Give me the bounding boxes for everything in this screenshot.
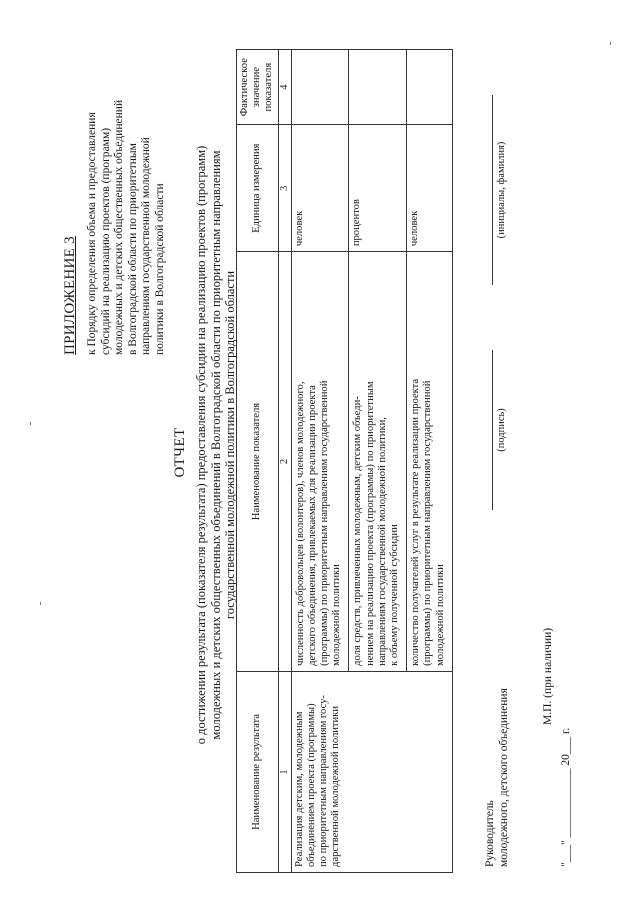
- column-number: 2: [278, 252, 291, 672]
- value-cell: [349, 50, 407, 125]
- result-line: объединением проекта (программы): [305, 703, 317, 867]
- header-actual-value: Фактическое значение показателя: [237, 50, 279, 125]
- appendix-note-line: субсидий на реализацию проектов (программ): [99, 127, 112, 355]
- indicator-line: нением на реализацию проекта (программы) по приоритетным: [364, 381, 376, 666]
- indicator-line: (программы) по приоритетным направлениям государственной: [422, 380, 434, 666]
- indicator-cell: [407, 252, 453, 672]
- value-cell: [291, 50, 349, 125]
- report-title: ОТЧЕТ: [172, 427, 188, 478]
- indicator-line: численность добровольцев (волонтеров), членов молодежного,: [294, 381, 306, 666]
- signature-head-line: Руководитель: [484, 800, 496, 867]
- header-unit: Единица измерения: [237, 125, 279, 252]
- indicator-line: к объему полученной субсидии: [389, 524, 401, 666]
- appendix-note-line: направлениям государственной молодежной: [140, 137, 152, 355]
- signature-line: [492, 350, 493, 510]
- unit-cell: человек: [291, 125, 349, 252]
- scan-speck: [30, 422, 31, 425]
- unit-cell: процентов: [349, 125, 407, 252]
- appendix-note-line: к Порядку определения объема и предоставления: [86, 112, 98, 355]
- appendix-note-line: политики в Волгоградской области: [153, 183, 166, 355]
- header-indicator-name: Наименование показателя: [237, 252, 279, 672]
- name-line: [492, 95, 493, 285]
- appendix-title: ПРИЛОЖЕНИЕ 3: [62, 236, 78, 355]
- value-cell: [407, 50, 453, 125]
- unit-cell: человек: [407, 125, 453, 252]
- indicator-line: доля средств, привлеченных молодежным, детским объеди-: [352, 396, 364, 666]
- indicator-line: (программы) по приоритетным направлениям государственной: [319, 380, 331, 666]
- report-subtitle: [194, 65, 238, 825]
- header-result-name: Наименование результата: [237, 671, 279, 872]
- report-subtitle-line: о достижении результата (показателя результата) предоставления субсидии на реализацию проектов (программ): [194, 145, 208, 745]
- signature-head: [484, 688, 511, 867]
- table-column-numbers-row: [278, 50, 291, 873]
- indicator-line: молодежной политики: [331, 564, 343, 666]
- appendix-note-line: молодежных и детских общественных объединений: [113, 99, 125, 355]
- indicator-line: молодежной политики: [434, 564, 446, 666]
- indicator-line: направлениям государственной молодежной политики,: [376, 417, 388, 666]
- report-subtitle-line: государственной молодежной политики в Волгоградской области: [223, 270, 237, 620]
- result-line: дарственной молодежной политики: [330, 705, 342, 867]
- column-number: 1: [278, 671, 291, 872]
- scan-speck: [610, 42, 611, 45]
- date-line: "___" ____________ 20___ г.: [560, 727, 572, 867]
- report-table: [236, 49, 453, 873]
- column-number: 4: [278, 50, 291, 125]
- signature-head-line: молодежного, детского объединения: [497, 688, 510, 867]
- result-line: Реализация детским, молодежным: [293, 711, 305, 867]
- result-name-cell: [291, 671, 452, 872]
- appendix-note-line: в Волгоградской области по приоритетным: [126, 143, 139, 355]
- indicator-line: детского объединения, привлекаемых для реализации проекта: [306, 385, 318, 666]
- indicator-cell: [349, 252, 407, 672]
- scan-speck: [40, 602, 41, 605]
- name-caption: (инициалы, фамилия): [496, 141, 507, 239]
- signature-caption: (подпись): [496, 408, 507, 452]
- indicator-line: количество получателей услуг в результате реализации проекта: [410, 378, 422, 666]
- table-header-row: [237, 50, 279, 873]
- table-row: [291, 50, 349, 873]
- indicator-cell: [291, 252, 349, 672]
- stamp-place: М.П. (при наличии): [542, 627, 554, 725]
- appendix-note: [86, 65, 167, 355]
- report-subtitle-line: молодежных и детских общественных объединений в Волгоградской области по приоритетным направлениям: [208, 150, 223, 740]
- result-line: по приоритетным направлениям госу-: [318, 695, 330, 867]
- column-number: 3: [278, 125, 291, 252]
